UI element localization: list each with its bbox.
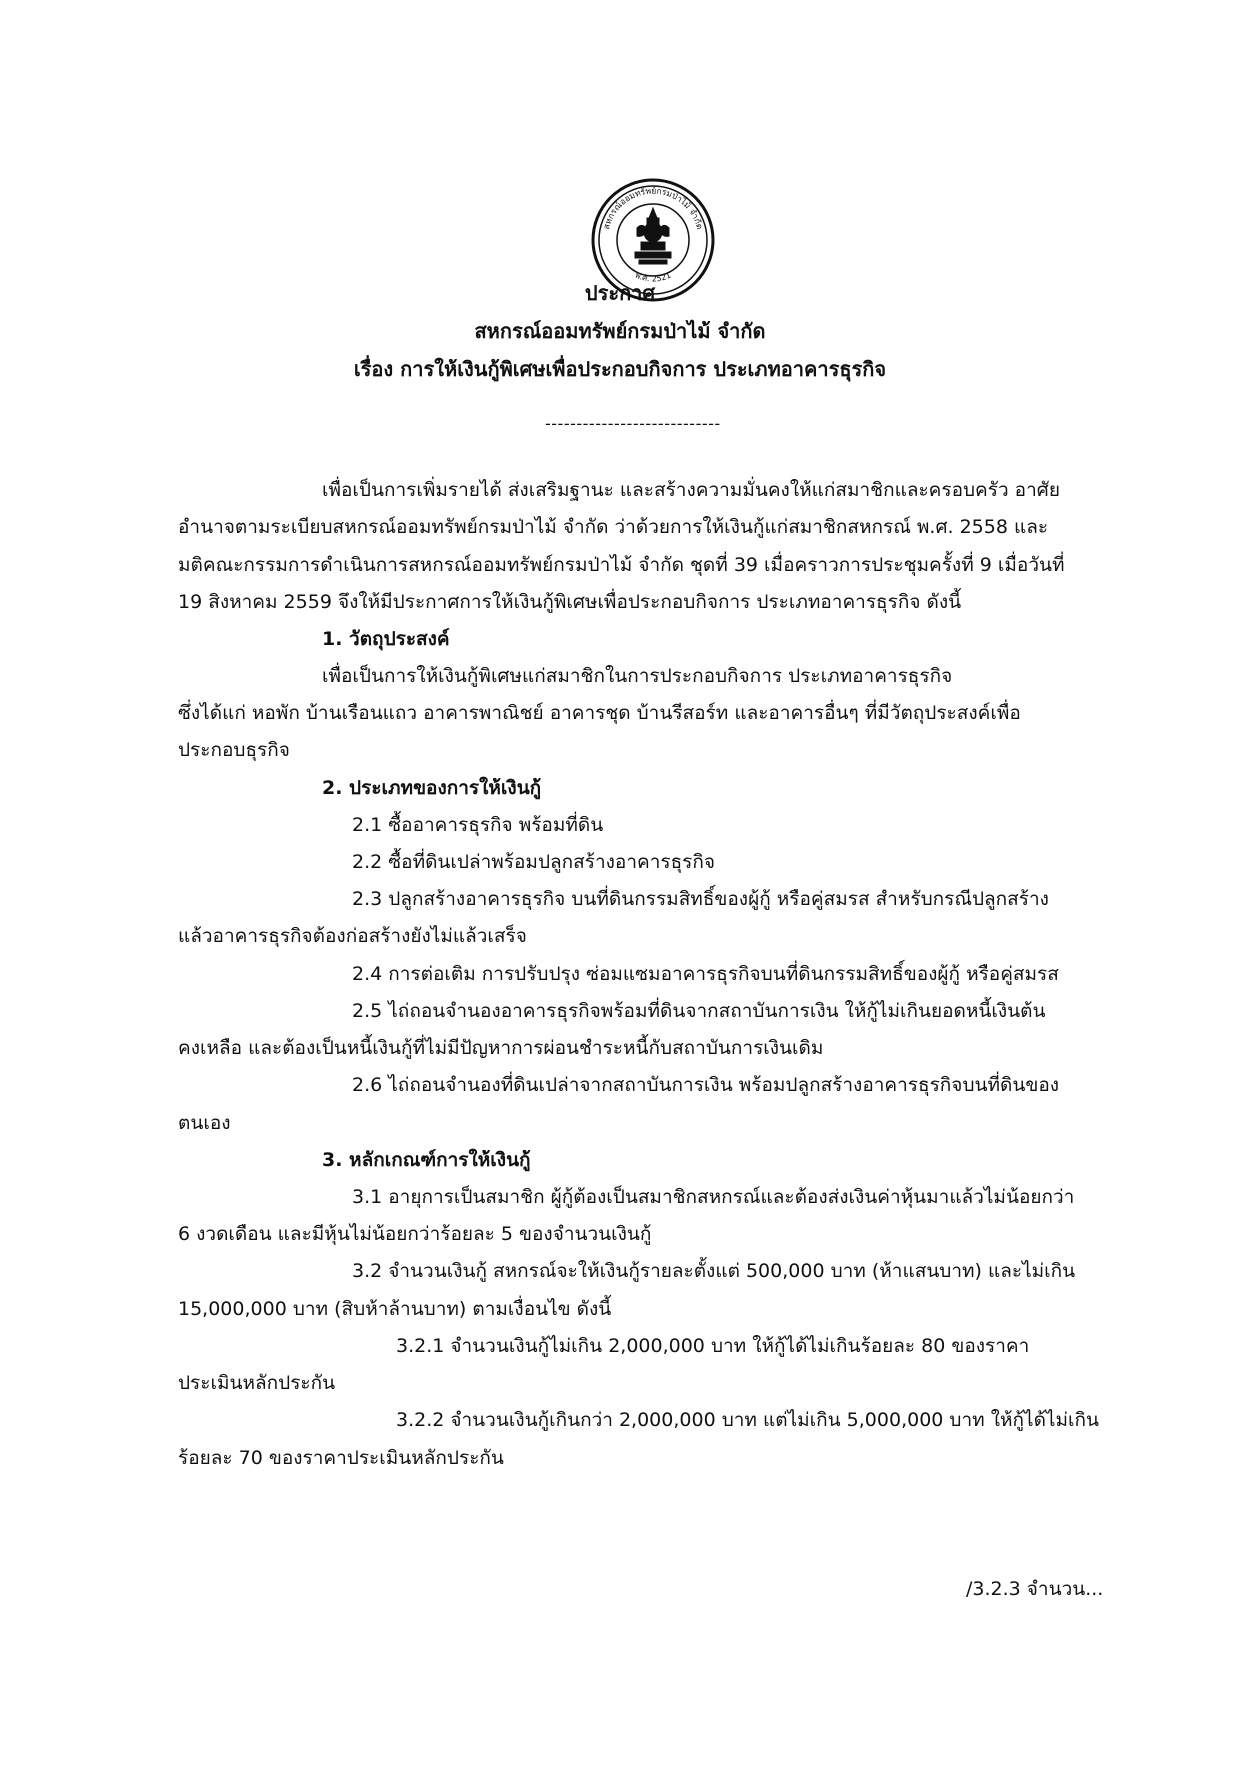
section2-item: 2.3 ปลูกสร้างอาคารธุรกิจ บนที่ดินกรรมสิทธิ์ของผู้กู้ หรือคู่สมรส สำหรับกรณีปลูกสร้าง — [352, 888, 1049, 910]
section-heading: 1. วัตถุประสงค์ — [322, 628, 450, 650]
header-divider: ---------------------------- — [545, 414, 721, 433]
intro-line: 19 สิงหาคม 2559 จึงให้มีประกาศการให้เงินกู้พิเศษเพื่อประกอบกิจการ ประเภทอาคารธุรกิจ ดังนี้ — [178, 591, 962, 613]
section-heading: 3. หลักเกณฑ์การให้เงินกู้ — [322, 1149, 531, 1171]
section2-item: 2.2 ซื้อที่ดินเปล่าพร้อมปลูกสร้างอาคารธุรกิจ — [352, 851, 716, 873]
section1-line: ประกอบธุรกิจ — [178, 739, 290, 761]
section2-item-continued: แล้วอาคารธุรกิจต้องก่อสร้างยังไม่แล้วเสร็จ — [178, 925, 527, 947]
section2-item: 2.5 ไถ่ถอนจำนองอาคารธุรกิจพร้อมที่ดินจากสถาบันการเงิน ให้กู้ไม่เกินยอดหนี้เงินต้น — [352, 1000, 1046, 1022]
section2-item: 2.4 การต่อเติม การปรับปรุง ซ่อมแซมอาคารธุรกิจบนที่ดินกรรมสิทธิ์ของผู้กู้ หรือคู่สมรส — [352, 963, 1059, 985]
section3-item-continued: ประเมินหลักประกัน — [178, 1372, 336, 1394]
section3-item: 3.2 จำนวนเงินกู้ สหกรณ์จะให้เงินกู้รายละตั้งแต่ 500,000 บาท (ห้าแสนบาท) และไม่เกิน — [352, 1260, 1076, 1282]
intro-line: มติคณะกรรมการดำเนินการสหกรณ์ออมทรัพย์กรมป่าไม้ จำกัด ชุดที่ 39 เมื่อคราวการประชุมครั้งที่ 9 เมื่อวันที่ — [178, 554, 1065, 576]
section2-item: 2.1 ซื้ออาคารธุรกิจ พร้อมที่ดิน — [352, 814, 604, 836]
announcement-subject: เรื่อง การให้เงินกู้พิเศษเพื่อประกอบกิจการ ประเภทอาคารธุรกิจ — [353, 357, 887, 381]
intro-line: อำนาจตามระเบียบสหกรณ์ออมทรัพย์กรมป่าไม้ จำกัด ว่าด้วยการให้เงินกู้แก่สมาชิกสหกรณ์ พ.ศ. 2558 และ — [178, 516, 1049, 538]
section-heading: 2. ประเภทของการให้เงินกู้ — [322, 777, 542, 799]
section3-item-continued: ร้อยละ 70 ของราคาประเมินหลักประกัน — [178, 1447, 504, 1469]
section3-item-continued: 15,000,000 บาท (สิบห้าล้านบาท) ตามเงื่อนไข ดังนี้ — [178, 1298, 612, 1320]
section2-item-continued: ตนเอง — [178, 1112, 231, 1134]
section1-line: เพื่อเป็นการให้เงินกู้พิเศษแก่สมาชิกในการประกอบกิจการ ประเภทอาคารธุรกิจ — [322, 665, 953, 687]
section1-line: ซึ่งได้แก่ หอพัก บ้านเรือนแถว อาคารพาณิชย์ อาคารชุด บ้านรีสอร์ท และอาคารอื่นๆ ที่มีวัตถุประสงค์เพื่อ — [178, 702, 1021, 724]
section2-item: 2.6 ไถ่ถอนจำนองที่ดินเปล่าจากสถาบันการเงิน พร้อมปลูกสร้างอาคารธุรกิจบนที่ดินของ — [352, 1074, 1060, 1096]
section3-item: 3.1 อายุการเป็นสมาชิก ผู้กู้ต้องเป็นสมาชิกสหกรณ์และต้องส่งเงินค่าหุ้นมาแล้วไม่น้อยกว่า — [352, 1186, 1075, 1208]
section3-item-continued: 6 งวดเดือน และมีหุ้นไม่น้อยกว่าร้อยละ 5 ของจำนวนเงินกู้ — [178, 1223, 652, 1245]
intro-line: เพื่อเป็นการเพิ่มรายได้ ส่งเสริมฐานะ และสร้างความมั่นคงให้แก่สมาชิกและครอบครัว อาศัย — [322, 479, 1060, 501]
organization-name: สหกรณ์ออมทรัพย์กรมป่าไม้ จำกัด — [474, 319, 766, 343]
section2-item-continued: คงเหลือ และต้องเป็นหนี้เงินกู้ที่ไม่มีปัญหาการผ่อนชำระหนี้กับสถาบันการเงินเดิม — [178, 1037, 824, 1059]
svg-text:พ.ศ. 2521: พ.ศ. 2521 — [633, 270, 673, 284]
announcement-title: ประกาศ — [584, 281, 656, 305]
continued-marker: /3.2.3 จำนวน... — [966, 1578, 1104, 1600]
svg-text:สหกรณ์ออมทรัพย์กรมป่าไม้ จำกัด: สหกรณ์ออมทรัพย์กรมป่าไม้ จำกัด — [601, 186, 705, 231]
section3-subitem: 3.2.2 จำนวนเงินกู้เกินกว่า 2,000,000 บาท แต่ไม่เกิน 5,000,000 บาท ให้กู้ได้ไม่เกิน — [396, 1409, 1099, 1431]
section3-subitem: 3.2.1 จำนวนเงินกู้ไม่เกิน 2,000,000 บาท ให้กู้ได้ไม่เกินร้อยละ 80 ของราคา — [396, 1335, 1030, 1357]
